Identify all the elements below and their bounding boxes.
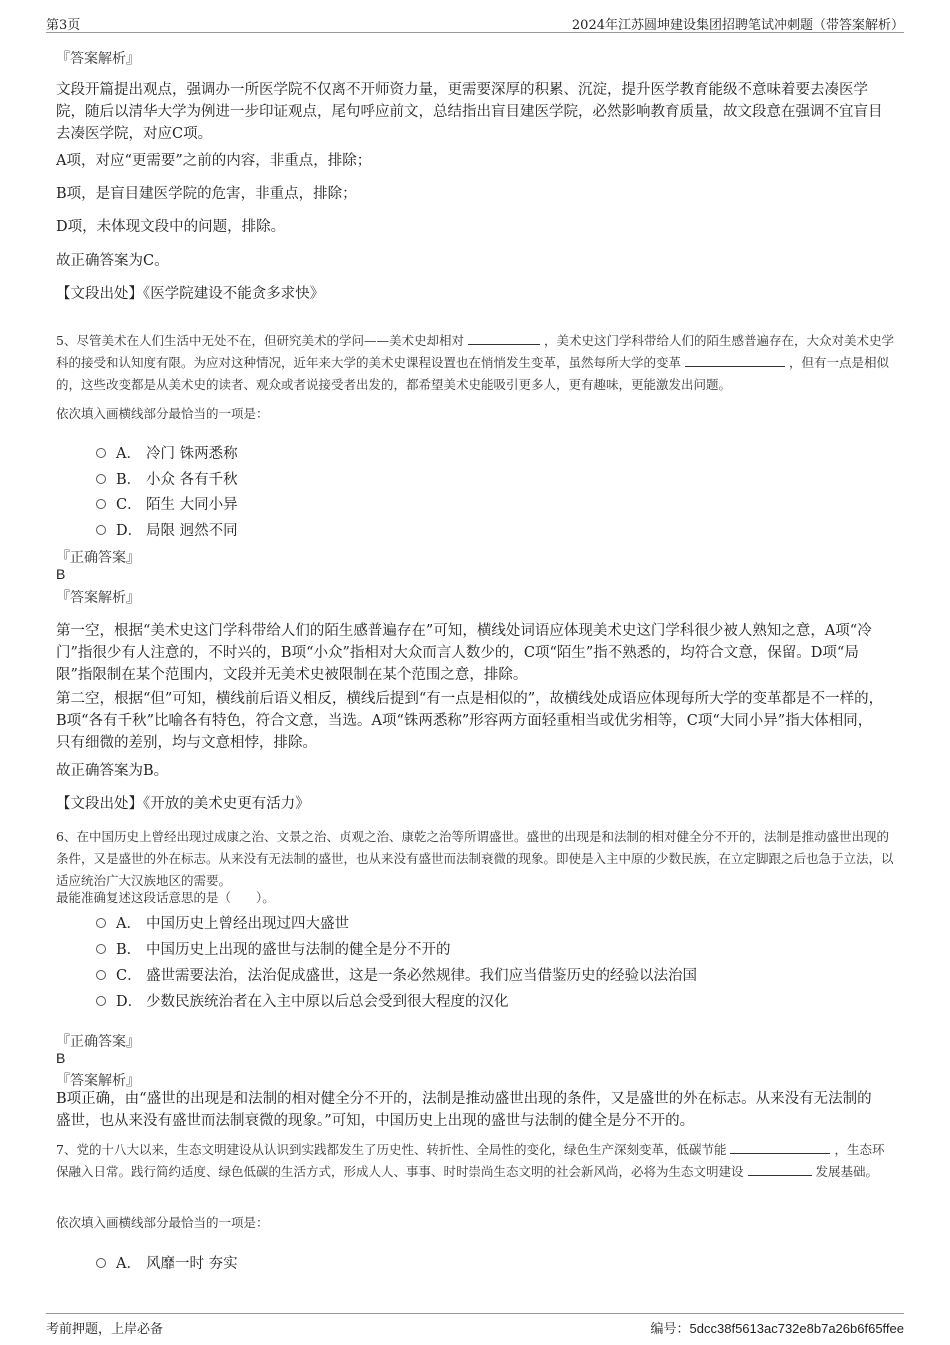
q7-stem-part3: 发展基础。 <box>815 1164 878 1179</box>
radio-icon[interactable] <box>96 970 106 980</box>
q4-source: 【文段出处】《医学院建设不能贪多求快》 <box>56 286 325 302</box>
page-header <box>46 12 904 33</box>
q7-blank-2 <box>748 1161 812 1176</box>
q5-analysis-para2: 第二空，根据“但”可知，横线前后语义相反，横线后提到“有一点是相似的”，故横线处成语应体现每所大学的变革都是不一样的，B项“各有千秋”比喻各有特色，符合文意，当选。A项“铢两悉称”形容两方面轻重相当或优劣相等，C项“大同小异”指大体相同，只有细微的差别，均与文意相悖，排除。 <box>56 691 884 751</box>
q5-stem <box>56 330 896 396</box>
document-id-label: 编号： <box>650 1322 690 1337</box>
radio-icon[interactable] <box>96 1258 106 1268</box>
q6-answer-title: 『正确答案』 <box>56 1034 140 1050</box>
q4-option-d-analysis: D项，未体现文段中的问题，排除。 <box>56 219 286 235</box>
footer-slogan: 考前押题，上岸必备 <box>46 1322 164 1337</box>
radio-icon[interactable] <box>96 996 106 1006</box>
q6-analysis-title: 『答案解析』 <box>56 1073 140 1089</box>
q5-option-a[interactable]: A． 冷门 铢两悉称 <box>96 442 238 463</box>
q4-analysis-paragraph: 文段开篇提出观点，强调办一所医学院不仅离不开师资力量，更需要深厚的积累、沉淀，提升医学教育能级不意味着要去凑医学院，随后以清华大学为例进一步印证观点，尾句呼应前文，总结指出盲目建医学院，必然影响教育质量，故文段意在强调不宜盲目去凑医学院，对应C项。 <box>56 82 883 142</box>
q5-answer-title: 『正确答案』 <box>56 550 140 566</box>
q6-option-d[interactable]: D． 少数民族统治者在入主中原以后总会受到很大程度的汉化 <box>96 990 509 1011</box>
q5-blank-1 <box>468 330 540 345</box>
page-footer <box>46 1313 904 1336</box>
q7-prompt: 依次填入画横线部分最恰当的一项是： <box>56 1215 269 1230</box>
q6-prompt: 最能准确复述这段话意思的是（ ）。 <box>56 890 275 905</box>
q6-option-c[interactable]: C． 盛世需要法治，法治促成盛世，这是一条必然规律。我们应当借鉴历史的经验以法治国 <box>96 964 697 985</box>
q4-analysis-title: 『答案解析』 <box>56 51 140 67</box>
document-id-code: 5dcc38f5613ac732e8b7a26b6f65ffee <box>689 1321 904 1336</box>
radio-icon[interactable] <box>96 448 106 458</box>
document-title: 2024年江苏圆坤建设集团招聘笔试冲刺题（带答案解析） <box>571 18 904 33</box>
q6-analysis: B项正确，由“盛世的出现是和法制的相对健全分不开的，法制是推动盛世出现的条件，又是盛世的外在标志。从来没有无法制的盛世，也从来没有盛世而法制衰微的现象。”可知，中国历史上出现的盛世与法制的健全是分不开的。 <box>56 1091 872 1129</box>
q6-option-b[interactable]: B． 中国历史上出现的盛世与法制的健全是分不开的 <box>96 938 451 959</box>
q7-stem-part1: 7、党的十八大以来，生态文明建设从认识到实践都发生了历史性、转折性、全局性的变化，绿色生产深刻变革，低碳节能 <box>56 1142 727 1157</box>
q5-stem-part2: ，美术史这门学科带给人们的陌生感普遍存在，大众对美术史学科的接受和认知度有限。为应对这种情况，近年来大学的美术史课程设置也在悄悄发生变革，虽然每所大学的变革 <box>56 333 894 370</box>
q4-option-b-analysis: B项，是盲目建医学院的危害，非重点，排除； <box>56 186 357 202</box>
q5-analysis-title: 『答案解析』 <box>56 590 140 606</box>
q4-option-a-analysis: A项，对应“更需要”之前的内容，非重点，排除； <box>56 153 372 169</box>
page-number: 第3页 <box>46 18 81 33</box>
q5-option-d[interactable]: D． 局限 迥然不同 <box>96 519 238 540</box>
q5-blank-2 <box>685 352 785 367</box>
radio-icon[interactable] <box>96 918 106 928</box>
q6-option-a[interactable]: A． 中国历史上曾经出现过四大盛世 <box>96 912 349 933</box>
q5-stem-part1: 5、尽管美术在人们生活中无处不在，但研究美术的学问——美术史却相对 <box>56 333 464 348</box>
q5-option-c[interactable]: C． 陌生 大同小异 <box>96 493 238 514</box>
radio-icon[interactable] <box>96 499 106 509</box>
q5-source: 【文段出处】《开放的美术史更有活力》 <box>56 796 310 812</box>
q7-stem-part2: ，生态环保融入日常。践行简约适度、绿色低碳的生活方式，形成人人、事事、时时崇尚生态文明的社会新风尚，必将为生态文明建设 <box>56 1142 885 1179</box>
q7-stem <box>56 1139 896 1183</box>
q6-stem: 6、在中国历史上曾经出现过成康之治、文景之治、贞观之治、康乾之治等所谓盛世。盛世的出现是和法制的相对健全分不开的，法制是推动盛世出现的条件，又是盛世的外在标志。从来没有无法制的盛世，也从来没有盛世而法制衰微的现象。即使是入主中原的少数民族，在立定脚跟之后也急于立法，以适应统治广大汉族地区的需要。 <box>56 829 894 888</box>
q5-option-b[interactable]: B． 小众 各有千秋 <box>96 468 238 489</box>
radio-icon[interactable] <box>96 944 106 954</box>
document-id <box>651 1318 904 1337</box>
radio-icon[interactable] <box>96 474 106 484</box>
q5-analysis-para1: 第一空，根据“美术史这门学科带给人们的陌生感普遍存在”可知，横线处词语应体现美术史这门学科很少被人熟知之意，A项“冷门”指很少有人注意的，不时兴的，B项“小众”指相对大众而言人数少的，C项“陌生”指不熟悉的，均符合文意，保留。D项“局限”指限制在某个范围内，文段并无美术史被限制在某个范围之意，排除。 <box>56 623 872 683</box>
q7-option-a[interactable]: A． 风靡一时 夯实 <box>96 1252 238 1273</box>
q6-answer: B <box>56 1050 66 1066</box>
radio-icon[interactable] <box>96 525 106 535</box>
q5-conclusion: 故正确答案为B。 <box>56 763 169 779</box>
q5-stem-part3: ，但有一点是相似的，这些改变都是从美术史的读者、观众或者说接受者出发的，都希望美术史能吸引更多人，更有趣味，更能激发出问题。 <box>56 355 889 392</box>
q7-blank-1 <box>730 1139 830 1154</box>
q5-prompt: 依次填入画横线部分最恰当的一项是： <box>56 406 269 421</box>
q5-answer: B <box>56 566 66 582</box>
q4-conclusion: 故正确答案为C。 <box>56 253 169 269</box>
